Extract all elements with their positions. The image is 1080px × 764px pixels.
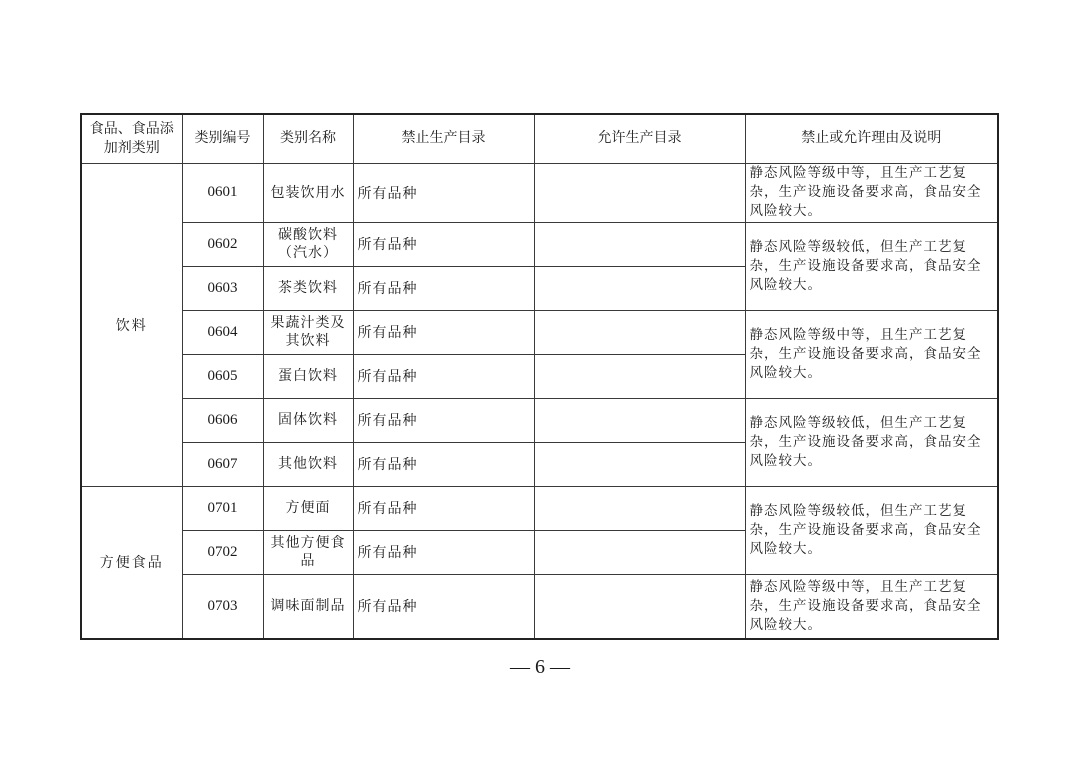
row-code: 0605	[182, 354, 263, 398]
category-convenience-food: 方便食品	[81, 486, 182, 639]
row-reason: 静态风险等级较低，但生产工艺复杂，生产设施设备要求高，食品安全风险较大。	[745, 398, 998, 486]
regulation-table	[80, 113, 999, 640]
row-prohibited: 所有品种	[353, 574, 534, 639]
header-allowed: 允许生产目录	[534, 114, 745, 163]
row-prohibited: 所有品种	[353, 222, 534, 266]
row-allowed	[534, 354, 745, 398]
row-name: 方便面	[263, 486, 353, 530]
header-category: 食品、食品添加剂类别	[81, 114, 182, 163]
row-prohibited: 所有品种	[353, 398, 534, 442]
row-prohibited: 所有品种	[353, 310, 534, 354]
row-code: 0602	[182, 222, 263, 266]
header-reason: 禁止或允许理由及说明	[745, 114, 998, 163]
category-beverage: 饮料	[81, 163, 182, 486]
row-prohibited: 所有品种	[353, 163, 534, 222]
row-allowed	[534, 486, 745, 530]
row-code: 0607	[182, 442, 263, 486]
row-allowed	[534, 442, 745, 486]
row-prohibited: 所有品种	[353, 266, 534, 310]
row-allowed	[534, 163, 745, 222]
table-row	[81, 163, 998, 222]
row-code: 0702	[182, 530, 263, 574]
row-name: 茶类饮料	[263, 266, 353, 310]
table-row	[81, 486, 998, 530]
row-code: 0601	[182, 163, 263, 222]
row-allowed	[534, 530, 745, 574]
row-reason: 静态风险等级较低，但生产工艺复杂，生产设施设备要求高，食品安全风险较大。	[745, 486, 998, 574]
row-prohibited: 所有品种	[353, 486, 534, 530]
row-prohibited: 所有品种	[353, 442, 534, 486]
table-row	[81, 398, 998, 442]
table-row	[81, 222, 998, 266]
row-name: 固体饮料	[263, 398, 353, 442]
header-code: 类别编号	[182, 114, 263, 163]
row-name: 包装饮用水	[263, 163, 353, 222]
row-reason: 静态风险等级较低，但生产工艺复杂，生产设施设备要求高，食品安全风险较大。	[745, 222, 998, 310]
header-prohibited: 禁止生产目录	[353, 114, 534, 163]
row-prohibited: 所有品种	[353, 354, 534, 398]
row-allowed	[534, 398, 745, 442]
row-name: 调味面制品	[263, 574, 353, 639]
row-code: 0604	[182, 310, 263, 354]
page-number: — 6 —	[510, 656, 570, 678]
row-reason: 静态风险等级中等，且生产工艺复杂，生产设施设备要求高，食品安全风险较大。	[745, 163, 998, 222]
row-code: 0703	[182, 574, 263, 639]
row-prohibited: 所有品种	[353, 530, 534, 574]
row-name: 碳酸饮料（汽水）	[263, 222, 353, 266]
row-reason: 静态风险等级中等，且生产工艺复杂，生产设施设备要求高，食品安全风险较大。	[745, 574, 998, 639]
row-name: 蛋白饮料	[263, 354, 353, 398]
table-header-row	[81, 114, 998, 163]
row-name: 果蔬汁类及其饮料	[263, 310, 353, 354]
row-code: 0603	[182, 266, 263, 310]
row-allowed	[534, 574, 745, 639]
table-row	[81, 310, 998, 354]
row-allowed	[534, 310, 745, 354]
table-row	[81, 574, 998, 639]
header-name: 类别名称	[263, 114, 353, 163]
row-code: 0606	[182, 398, 263, 442]
row-allowed	[534, 266, 745, 310]
row-name: 其他饮料	[263, 442, 353, 486]
row-code: 0701	[182, 486, 263, 530]
row-name: 其他方便食品	[263, 530, 353, 574]
row-allowed	[534, 222, 745, 266]
row-reason: 静态风险等级中等，且生产工艺复杂，生产设施设备要求高，食品安全风险较大。	[745, 310, 998, 398]
